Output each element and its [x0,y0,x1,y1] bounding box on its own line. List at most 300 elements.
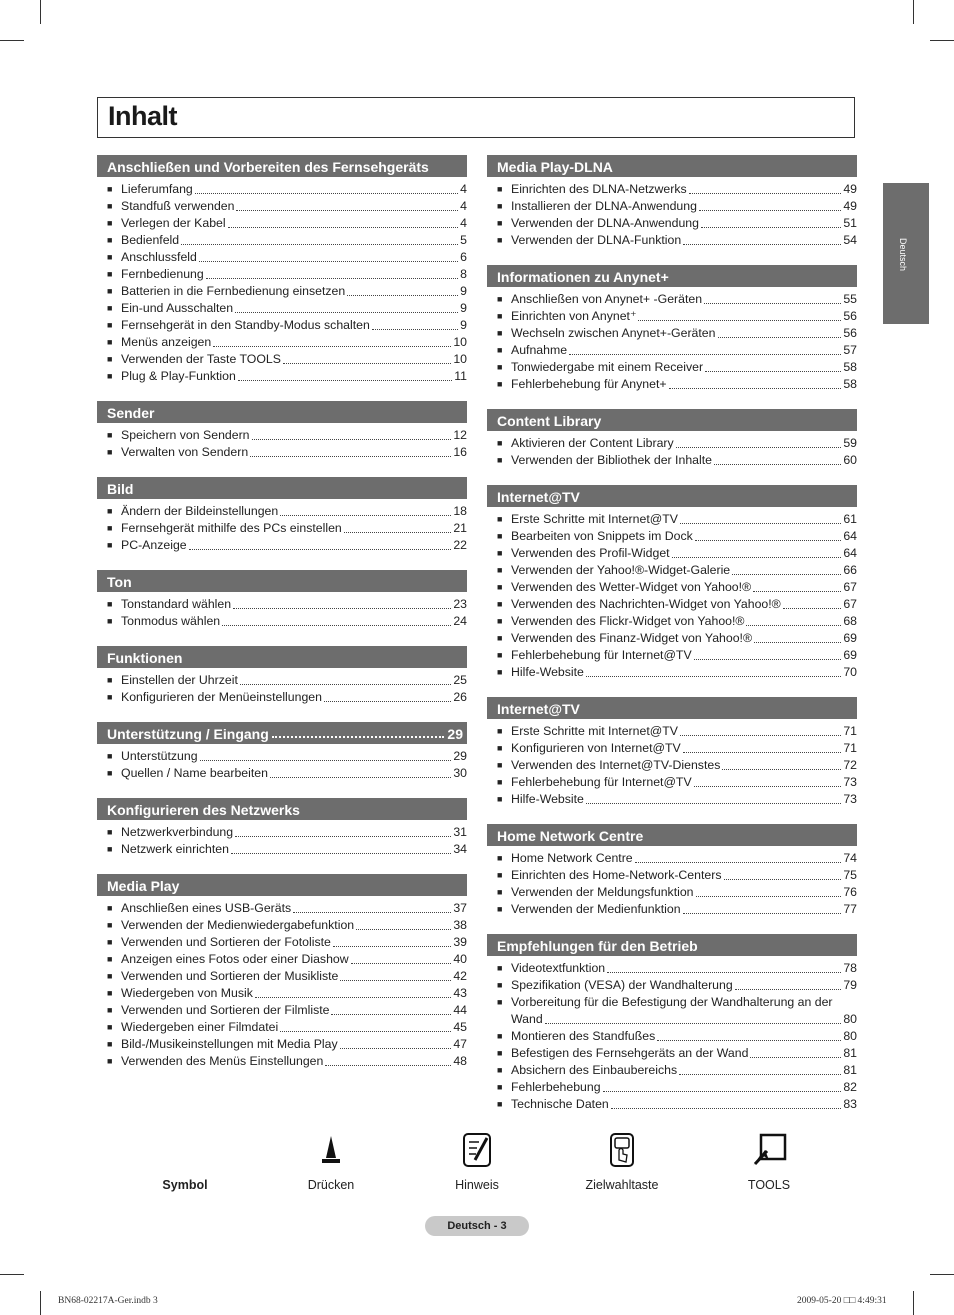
toc-entry[interactable] [97,672,467,689]
crop-mark [913,1291,914,1315]
toc-entry-page: 83 [843,1097,857,1111]
toc-entry[interactable] [487,647,857,664]
toc-entry-page: 43 [453,986,467,1000]
section-heading[interactable] [97,722,467,744]
toc-entry[interactable] [487,198,857,215]
dot-leader [705,371,841,372]
toc-entry[interactable] [97,596,467,613]
toc-entry[interactable] [487,1062,857,1079]
toc-entry[interactable] [97,368,467,385]
toc-entry-label: Erste Schritte mit Internet@TV [511,724,678,738]
section-title: Internet@TV [497,701,580,717]
toc-entry-page: 69 [843,631,857,645]
bullet-icon: ■ [497,963,503,973]
toc-entry[interactable] [487,181,857,198]
toc-entry-page: 67 [843,597,857,611]
toc-entry-label: Hilfe-Website [511,665,584,679]
legend-press-label: Drücken [307,1178,355,1192]
bullet-icon: ■ [497,455,503,465]
section-title: Home Network Centre [497,828,644,844]
dot-leader [228,227,459,228]
toc-entry-label: Wiedergeben einer Filmdatei [121,1020,279,1034]
toc-entry[interactable] [487,664,857,681]
bullet-icon: ■ [497,599,503,609]
toc-entry-page: 71 [843,724,857,738]
dot-leader [672,557,842,558]
toc-entry[interactable] [487,960,857,977]
toc-section [97,646,467,706]
dot-leader [240,684,451,685]
toc-entry-page: 5 [460,233,467,247]
toc-entry[interactable] [487,901,857,918]
dot-leader [189,549,452,550]
toc-entry-page: 51 [843,216,857,230]
bullet-icon: ■ [107,269,113,279]
toc-entry[interactable] [487,867,857,884]
toc-entry-page: 42 [453,969,467,983]
toc-entry[interactable] [97,181,467,198]
dot-leader [569,354,841,355]
toc-entry[interactable] [97,215,467,232]
toc-entry-page: 4 [460,199,467,213]
toc-entry-page: 74 [843,851,857,865]
dot-leader [255,997,451,998]
toc-entry[interactable] [487,452,857,469]
bullet-icon: ■ [497,362,503,372]
toc-section [487,265,857,393]
toc-entry[interactable] [487,562,857,579]
toc-entry[interactable] [97,934,467,951]
toc-entry[interactable] [97,985,467,1002]
dot-leader [699,210,841,211]
bullet-icon: ■ [497,904,503,914]
toc-entry-list [97,824,467,858]
toc-entry[interactable] [487,232,857,249]
section-title: Media Play [107,878,180,894]
toc-entry-page: 18 [453,504,467,518]
section-title: Ton [107,574,132,590]
section-title: Unterstützung / Eingang [107,726,269,742]
toc-entry-page: 45 [453,1020,467,1034]
dot-leader [333,946,451,947]
dot-leader [750,1057,841,1058]
toc-entry-label: Verwenden und Sortieren der Filmliste [121,1003,330,1017]
toc-entry-page: 49 [843,182,857,196]
toc-entry-list [97,427,467,461]
bullet-icon: ■ [497,726,503,736]
dot-leader [351,963,452,964]
dot-leader [695,540,841,541]
toc-entry[interactable] [487,342,857,359]
toc-section [97,155,467,385]
toc-entry-page: 47 [453,1037,467,1051]
toc-entry[interactable] [487,359,857,376]
dot-leader [250,456,451,457]
toc-entry-page: 55 [843,292,857,306]
toc-entry-page: 25 [453,673,467,687]
bullet-icon: ■ [107,523,113,533]
tools-icon [749,1130,789,1170]
toc-entry-label: Menüs anzeigen [121,335,212,349]
section-title: Empfehlungen für den Betrieb [497,938,698,954]
toc-entry[interactable] [487,579,857,596]
toc-entry[interactable] [97,334,467,351]
toc-entry[interactable] [97,317,467,334]
bullet-icon: ■ [107,768,113,778]
toc-section [487,155,857,249]
toc-entry[interactable] [97,283,467,300]
toc-entry-label: Wechseln zwischen Anynet+-Geräten [511,326,716,340]
toc-entry[interactable] [487,291,857,308]
crop-mark [913,0,914,24]
dot-leader [683,913,842,914]
dot-leader [238,380,452,381]
one-touch-button-icon [602,1130,642,1170]
dot-leader [270,777,451,778]
toc-entry-label: Anschließen von Anynet+ -Geräten [511,292,703,306]
toc-entry[interactable] [487,791,857,808]
toc-entry-page: 10 [453,352,467,366]
toc-entry-label: Ein-und Ausschalten [121,301,234,315]
dot-leader [676,447,842,448]
toc-entry[interactable] [97,1002,467,1019]
toc-entry[interactable] [487,630,857,647]
toc-section [97,570,467,630]
section-title: Media Play-DLNA [497,159,613,175]
toc-entry-label: Verwenden der Taste TOOLS [121,352,281,366]
toc-entry-label: Verwenden des Finanz-Widget von Yahoo!® [511,631,753,645]
bullet-icon: ■ [107,599,113,609]
toc-entry-page: 26 [453,690,467,704]
dot-leader [236,210,458,211]
bullet-icon: ■ [497,667,503,677]
toc-entry[interactable] [97,198,467,215]
toc-entry-label: Aufnahme [511,343,568,357]
dot-leader [724,879,842,880]
toc-entry-label: Einstellen der Uhrzeit [121,673,238,687]
toc-entry[interactable] [487,977,857,994]
bullet-icon: ■ [497,201,503,211]
toc-entry-page: 22 [453,538,467,552]
toc-entry-page: 56 [843,326,857,340]
toc-entry-page: 10 [453,335,467,349]
bullet-icon: ■ [497,1048,503,1058]
toc-entry[interactable] [487,308,857,325]
section-heading[interactable] [487,155,857,177]
bullet-icon: ■ [497,565,503,575]
bullet-icon: ■ [107,201,113,211]
toc-entry-label: Verwenden des Profil-Widget [511,546,670,560]
bullet-icon: ■ [497,438,503,448]
toc-entry-page: 72 [843,758,857,772]
dot-leader [607,972,841,973]
section-heading[interactable] [97,874,467,896]
toc-entry[interactable] [487,1045,857,1062]
toc-entry[interactable] [97,900,467,917]
toc-entry[interactable] [97,748,467,765]
toc-section [97,401,467,461]
toc-entry[interactable] [97,351,467,368]
crop-mark [930,1274,954,1275]
toc-entry[interactable] [487,596,857,613]
section-heading[interactable] [97,798,467,820]
toc-entry[interactable] [97,427,467,444]
toc-entry-page: 77 [843,902,857,916]
toc-entry-page: 37 [453,901,467,915]
print-file-info: BN68-02217A-Ger.indb 3 [58,1296,158,1306]
dot-leader [753,591,841,592]
section-heading[interactable] [487,697,857,719]
section-title: Bild [107,481,134,497]
toc-entry-label: Verwenden der Yahoo!®-Widget-Galerie [511,563,731,577]
toc-entry[interactable] [97,917,467,934]
bullet-icon: ■ [497,531,503,541]
bullet-icon: ■ [497,650,503,660]
toc-entry[interactable] [487,1079,857,1096]
toc-entry-page: 81 [843,1063,857,1077]
toc-entry[interactable] [97,232,467,249]
bullet-icon: ■ [107,1005,113,1015]
toc-entry-page: 8 [460,267,467,281]
toc-entry[interactable] [97,503,467,520]
toc-entry-page: 30 [453,766,467,780]
bullet-icon: ■ [497,633,503,643]
bullet-icon: ■ [107,252,113,262]
toc-entry-label: Netzwerkverbindung [121,825,234,839]
toc-entry-page: 48 [453,1054,467,1068]
toc-left-column [97,155,467,1086]
toc-entry-label: Absichern des Einbaubereichs [511,1063,678,1077]
section-heading[interactable] [487,409,857,431]
toc-entry[interactable] [487,435,857,452]
toc-entry-label: Fehlerbehebung für Anynet+ [511,377,667,391]
dot-leader [222,625,451,626]
toc-entry-label: Tonstandard wählen [121,597,232,611]
toc-entry-label: Home Network Centre [511,851,633,865]
toc-entry-label: Bedienfeld [121,233,180,247]
toc-entry[interactable] [487,884,857,901]
toc-section [97,874,467,1070]
dot-leader [683,752,842,753]
toc-section [487,409,857,469]
crop-mark [0,1274,24,1275]
toc-entry[interactable] [97,765,467,782]
section-heading[interactable] [97,155,467,177]
toc-entry[interactable] [487,376,857,393]
crop-mark [0,40,24,41]
bullet-icon: ■ [497,514,503,524]
toc-entry-page: 16 [453,445,467,459]
toc-entry[interactable] [97,520,467,537]
bullet-icon: ■ [497,980,503,990]
toc-entry[interactable] [97,444,467,461]
toc-entry[interactable] [487,850,857,867]
dot-leader [783,608,842,609]
dot-leader [340,980,451,981]
toc-entry-page: 67 [843,580,857,594]
toc-entry-list [487,291,857,393]
toc-entry-label: Einrichten des Home-Network-Centers [511,868,722,882]
toc-entry-label: Bearbeiten von Snippets im Dock [511,529,693,543]
bullet-icon: ■ [107,235,113,245]
toc-entry-label: Anzeigen eines Fotos oder einer Diashow [121,952,349,966]
toc-entry-label: Fehlerbehebung für Internet@TV [511,775,692,789]
toc-entry[interactable] [97,968,467,985]
bullet-icon: ■ [497,1099,503,1109]
toc-entry-page: 66 [843,563,857,577]
bullet-icon: ■ [107,337,113,347]
section-heading[interactable] [487,824,857,846]
toc-entry[interactable] [97,689,467,706]
toc-entry-label: Fernsehgerät in den Standby-Modus schalten [121,318,370,332]
dot-leader [199,261,458,262]
toc-entry[interactable] [487,613,857,630]
bullet-icon: ■ [107,827,113,837]
toc-entry-label: Einrichten des DLNA-Netzwerks [511,182,687,196]
bullet-icon: ■ [497,294,503,304]
dot-leader [732,574,841,575]
dot-leader [754,642,841,643]
bullet-icon: ■ [107,988,113,998]
bullet-icon: ■ [497,328,503,338]
toc-entry-label: Netzwerk einrichten [121,842,229,856]
toc-entry-label: Batterien in die Fernbedienung einsetzen [121,284,346,298]
bullet-icon: ■ [497,616,503,626]
bullet-icon: ■ [107,430,113,440]
dot-leader [231,853,451,854]
toc-entry[interactable] [487,511,857,528]
toc-section [487,485,857,681]
legend-tools-label: TOOLS [747,1178,791,1192]
toc-entry[interactable] [97,824,467,841]
dot-leader [735,989,842,990]
dot-leader [680,523,841,524]
symbol-legend [0,1130,954,1200]
toc-entry[interactable] [97,537,467,554]
section-heading[interactable] [487,485,857,507]
bullet-icon: ■ [497,184,503,194]
dot-leader [638,320,841,321]
toc-entry-page: 6 [460,250,467,264]
toc-entry-list [487,435,857,469]
crop-mark [40,1291,41,1315]
toc-entry[interactable] [97,1019,467,1036]
toc-entry[interactable] [97,613,467,630]
dot-leader [701,227,841,228]
bullet-icon: ■ [107,954,113,964]
toc-entry-label: Speichern von Sendern [121,428,250,442]
toc-entry-label: Standfuß verwenden [121,199,235,213]
toc-entry-label: Tonwiedergabe mit einem Receiver [511,360,704,374]
bullet-icon: ■ [107,692,113,702]
toc-entry-page: 59 [843,436,857,450]
toc-entry[interactable] [97,300,467,317]
section-heading[interactable] [97,477,467,499]
dot-leader [340,1048,452,1049]
toc-entry[interactable] [487,325,857,342]
toc-entry[interactable] [97,266,467,283]
toc-entry-label: Verwenden des Nachrichten-Widget von Yahoo!® [511,597,781,611]
toc-entry-list [97,596,467,630]
dot-leader [195,193,458,194]
section-heading[interactable] [487,934,857,956]
toc-entry[interactable] [487,528,857,545]
toc-entry-list [487,960,857,1113]
dot-leader [252,439,452,440]
toc-entry-page: 23 [453,597,467,611]
section-heading[interactable] [487,265,857,287]
toc-entry-label: Vorbereitung für die Befestigung der Wandhalterung an der [511,995,833,1009]
bullet-icon: ■ [497,311,503,321]
section-title: Sender [107,405,155,421]
toc-entry[interactable] [97,1036,467,1053]
section-heading[interactable] [97,401,467,423]
bullet-icon: ■ [107,1039,113,1049]
toc-entry[interactable] [487,1028,857,1045]
bullet-icon: ■ [497,582,503,592]
toc-entry[interactable] [487,1096,857,1113]
toc-entry[interactable] [487,545,857,562]
toc-entry[interactable] [487,215,857,232]
toc-entry-label: Verwenden der Meldungsfunktion [511,885,694,899]
toc-entry-page: 60 [843,453,857,467]
bullet-icon: ■ [107,371,113,381]
dot-leader [603,1091,842,1092]
toc-entry[interactable] [487,994,857,1028]
language-tab [883,183,929,324]
toc-entry-page: 24 [453,614,467,628]
toc-entry[interactable] [487,723,857,740]
toc-entry-list [487,723,857,808]
dot-leader [280,515,451,516]
section-title: Funktionen [107,650,183,666]
toc-entry-page: 81 [843,1046,857,1060]
bullet-icon: ■ [497,1031,503,1041]
dot-leader [181,244,458,245]
bullet-icon: ■ [497,853,503,863]
toc-entry[interactable] [487,740,857,757]
toc-entry-page: 40 [453,952,467,966]
dot-leader [272,736,445,738]
toc-entry[interactable] [487,774,857,791]
bullet-icon: ■ [497,379,503,389]
toc-entry-label: PC-Anzeige [121,538,187,552]
language-tab-label: Deutsch [898,238,908,272]
toc-section [487,934,857,1113]
dot-leader [200,760,452,761]
section-heading[interactable] [97,570,467,592]
toc-entry[interactable] [97,841,467,858]
toc-entry[interactable] [97,951,467,968]
toc-entry-label: Montieren des Standfußes [511,1029,656,1043]
legend-tools [734,1130,804,1192]
section-title: Informationen zu Anynet+ [497,269,669,285]
dot-leader [545,1023,842,1024]
toc-entry-label: Fehlerbehebung [511,1080,601,1094]
toc-entry-list [97,672,467,706]
toc-entry[interactable] [97,249,467,266]
dot-leader [372,329,458,330]
toc-entry-label: Verwenden des Menüs Einstellungen [121,1054,324,1068]
section-heading[interactable] [97,646,467,668]
toc-entry-label: Fernsehgerät mithilfe des PCs einstellen [121,521,342,535]
toc-entry-label: Lieferumfang [121,182,193,196]
toc-entry[interactable] [487,757,857,774]
toc-entry-label: Verwenden des Flickr-Widget von Yahoo!® [511,614,745,628]
dot-leader [356,929,451,930]
toc-entry[interactable] [97,1053,467,1070]
section-title: Konfigurieren des Netzwerks [107,802,300,818]
